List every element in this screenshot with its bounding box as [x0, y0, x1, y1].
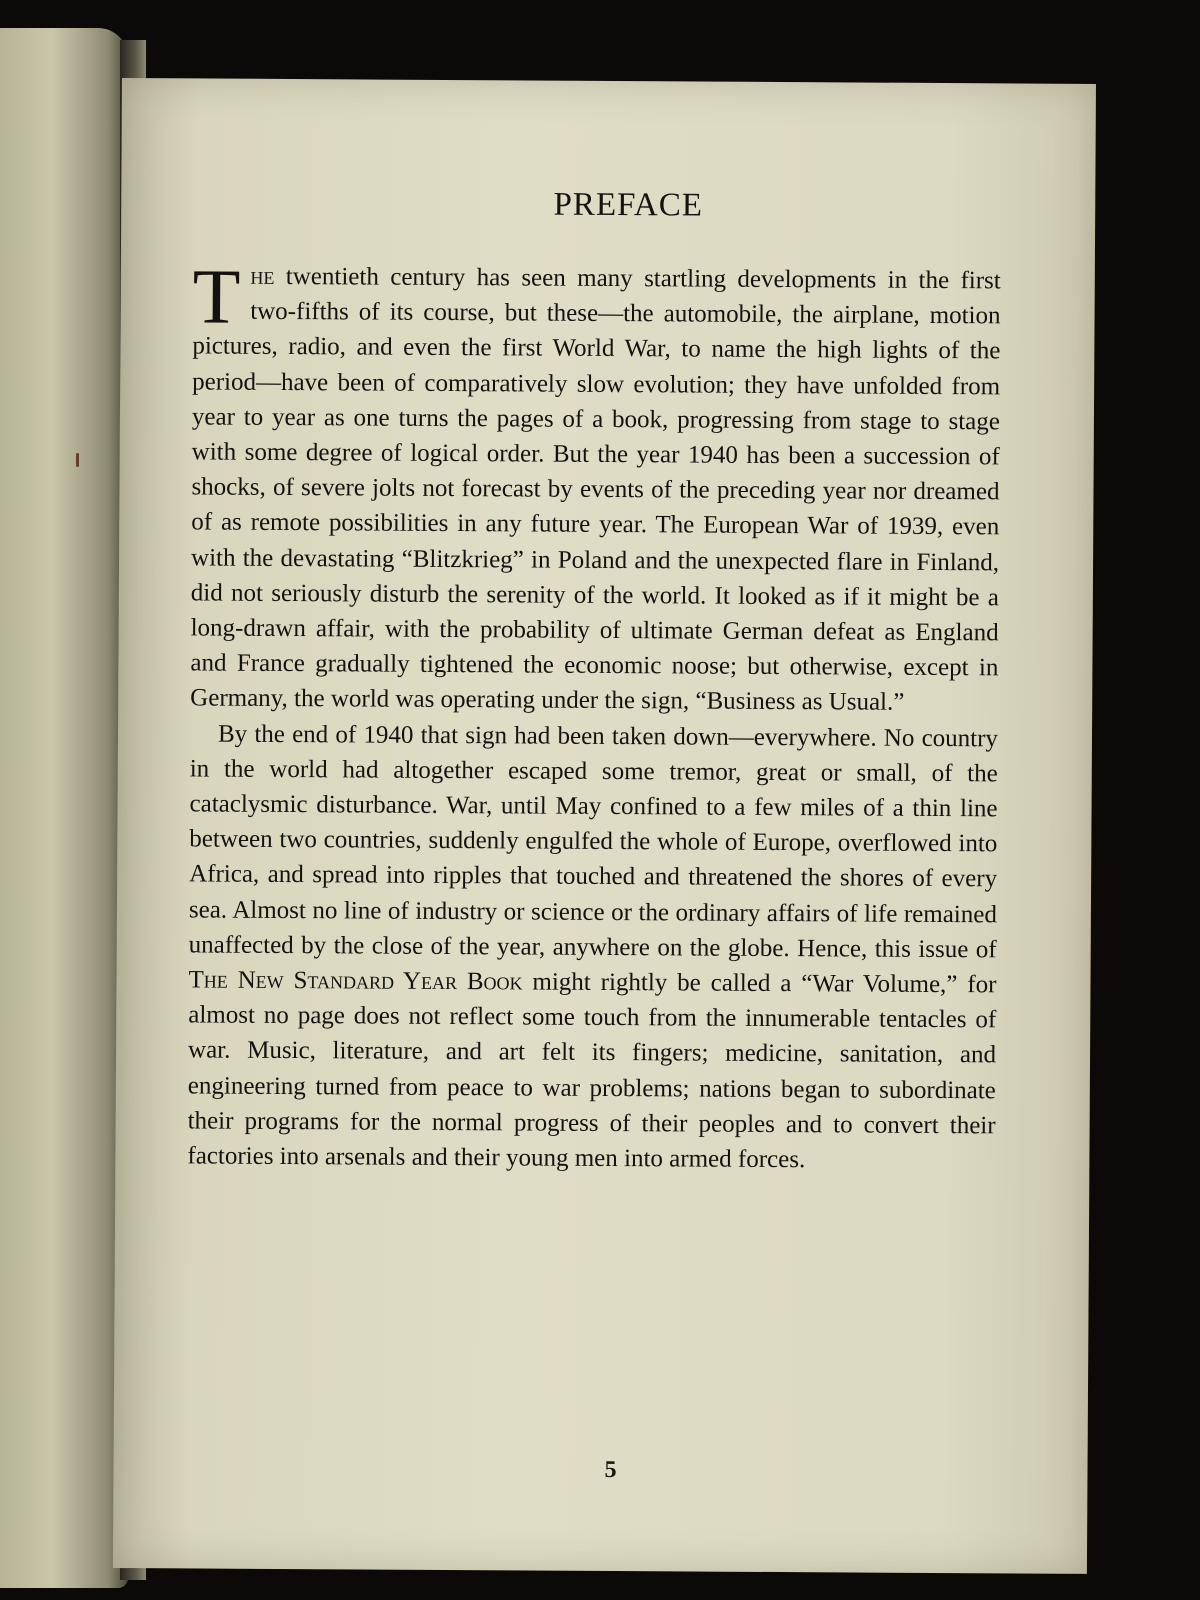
paragraph-2 — [187, 716, 998, 1179]
page-title: PREFACE — [553, 186, 704, 224]
paragraph-2-text-after: might rightly be called a “War Volume,” for almost no page does not reflect some touch from the innumerable tentacles of war. Music, literature, and art felt its fingers; medicine, sanitation, and engineering turned from peace to war problems; nations began to subordinate their programs for the normal progress of their peoples and to convert their factories into arsenals and their young men into armed forces. — [187, 968, 997, 1174]
paragraph-1 — [190, 252, 1001, 721]
drop-cap: T — [192, 252, 241, 340]
paragraph-2-text-before: By the end of 1940 that sign had been taken down—everywhere. No country in the world had altogether escaped some tremor, great or small, of the cataclysmic disturbance. War, until May confined to a few miles of a thin line between two countries, suddenly engulfed the whole of Europe, overflowed into Africa, and spread into ripples that touched and threatened the shores of every sea. Almost no line of industry or science or the ordinary affairs of life remained unaffected by the close of the year, anywhere on the globe. Hence, this issue of — [188, 720, 999, 964]
paragraph-1-text: twentieth century has seen many startling developments in the first two-fifths of its course, but these—the automobile, the airplane, motion pictures, radio, and even the first World War, to name the high lights of the period—have been of comparatively slow evolution; they have unfolded from year to year as one turns the pages of a book, progressing from stage to stage with some degree of logical order. But the year 1940 has been a succession of shocks, of severe jolts not forecast by events of the preceding year nor dreamed of as remote possibilities in any future year. The European War of 1939, even with the devastating “Blitzkrieg” in Poland and the unexpected flare in Finland, did not seriously disturb the serenity of the world. It looked as if it might be a long-drawn affair, with the probability of ultimate German defeat as England and France gradually tightened the economic noose; but otherwise, except in Germany, the world was operating under the sign, “Business as Usual.” — [190, 262, 1001, 717]
lead-in: he — [250, 262, 275, 290]
page-body — [187, 252, 1001, 1178]
book-title: The New Standard Year Book — [188, 966, 523, 996]
page-number: 5 — [604, 1456, 617, 1484]
right-page — [113, 78, 1096, 1574]
page-mark — [76, 453, 79, 467]
left-page — [0, 28, 128, 1588]
